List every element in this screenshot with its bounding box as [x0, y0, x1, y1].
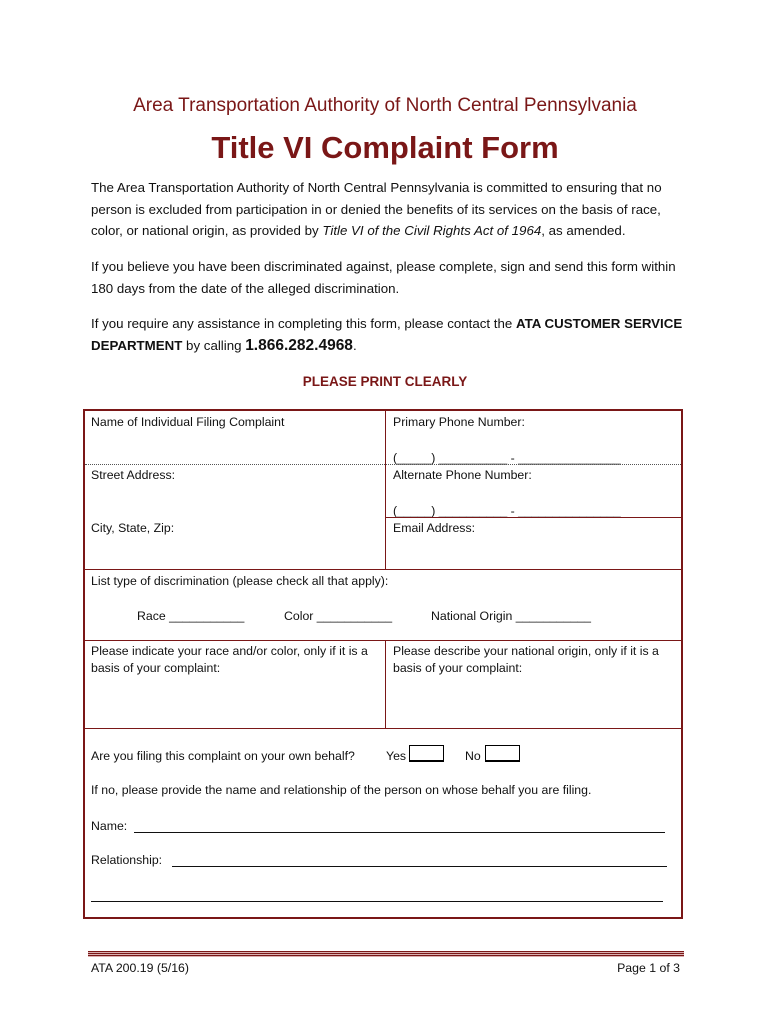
intro-paragraph-3: If you require any assistance in completing this form, please contact the ATA CUSTOMER SERVICE DEPARTMENT by calling 1.866.282.4968.	[91, 316, 683, 354]
organization-name: Area Transportation Authority of North Central Pennsylvania	[133, 95, 637, 116]
race-color-prompt-line-1: Please indicate your race and/or color, only if it is a	[91, 644, 368, 658]
no-checkbox[interactable]	[485, 745, 520, 762]
email-divider	[385, 517, 681, 518]
row-divider	[85, 569, 681, 570]
intro-paragraph-1: The Area Transportation Authority of North Central Pennsylvania is committed to ensuring that no person is excluded from participation in or denied the benefits of its services on the basis of race, color, or national origin, as provided by Title VI of the Civil Rights Act of 1964, as amended.	[91, 180, 662, 238]
discrimination-type-label: List type of discrimination (please check all that apply):	[91, 574, 389, 588]
row-divider	[85, 728, 681, 729]
primary-phone-field[interactable]: (_____) __________ - _______________	[393, 451, 621, 465]
no-label: No	[465, 749, 481, 763]
race-checkbox-option[interactable]: Race ___________	[137, 609, 245, 623]
print-clearly-heading: PLEASE PRINT CLEARLY	[302, 374, 468, 389]
customer-service-department: ATA CUSTOMER SERVICE DEPARTMENT	[91, 316, 683, 353]
form-code: ATA 200.19 (5/16)	[91, 961, 189, 975]
intro-paragraph-2: If you believe you have been discriminated against, please complete, sign and send this form within 180 days from the date of the alleged discrimination.	[91, 259, 676, 296]
national-origin-prompt-line-2: basis of your complaint:	[393, 661, 523, 675]
own-behalf-question: Are you filing this complaint on your own behalf?	[91, 749, 355, 763]
page-title: Title VI Complaint Form	[211, 130, 559, 165]
street-address-label: Street Address:	[91, 468, 176, 482]
national-origin-prompt-line-1: Please describe your national origin, only if it is a	[393, 644, 659, 658]
customer-service-phone: 1.866.282.4968	[245, 336, 353, 354]
additional-info-line[interactable]	[91, 901, 663, 902]
relationship-field[interactable]	[172, 866, 667, 867]
footer-rule	[88, 951, 684, 957]
alternate-phone-label: Alternate Phone Number:	[393, 468, 532, 482]
email-address-label: Email Address:	[393, 521, 476, 535]
behalf-instruction: If no, please provide the name and relationship of the person on whose behalf you are filing.	[91, 783, 592, 797]
row-divider	[85, 640, 681, 641]
color-checkbox-option[interactable]: Color ___________	[284, 609, 393, 623]
row-divider	[85, 464, 681, 465]
name-of-individual-label: Name of Individual Filing Complaint	[91, 415, 285, 429]
page-number: Page 1 of 3	[617, 961, 680, 975]
yes-label: Yes	[386, 749, 407, 763]
column-divider-middle	[385, 640, 386, 728]
name-field-label: Name:	[91, 819, 128, 833]
alternate-phone-field[interactable]: (_____) __________ - _______________	[393, 504, 621, 518]
column-divider-top	[385, 411, 386, 569]
national-origin-checkbox-option[interactable]: National Origin ___________	[431, 609, 591, 623]
race-color-prompt-line-2: basis of your complaint:	[91, 661, 221, 675]
relationship-field-label: Relationship:	[91, 853, 163, 867]
city-state-zip-label: City, State, Zip:	[91, 521, 175, 535]
name-field[interactable]	[134, 832, 665, 833]
yes-checkbox[interactable]	[409, 745, 444, 762]
primary-phone-label: Primary Phone Number:	[393, 415, 525, 429]
complaint-form-box	[83, 409, 683, 919]
